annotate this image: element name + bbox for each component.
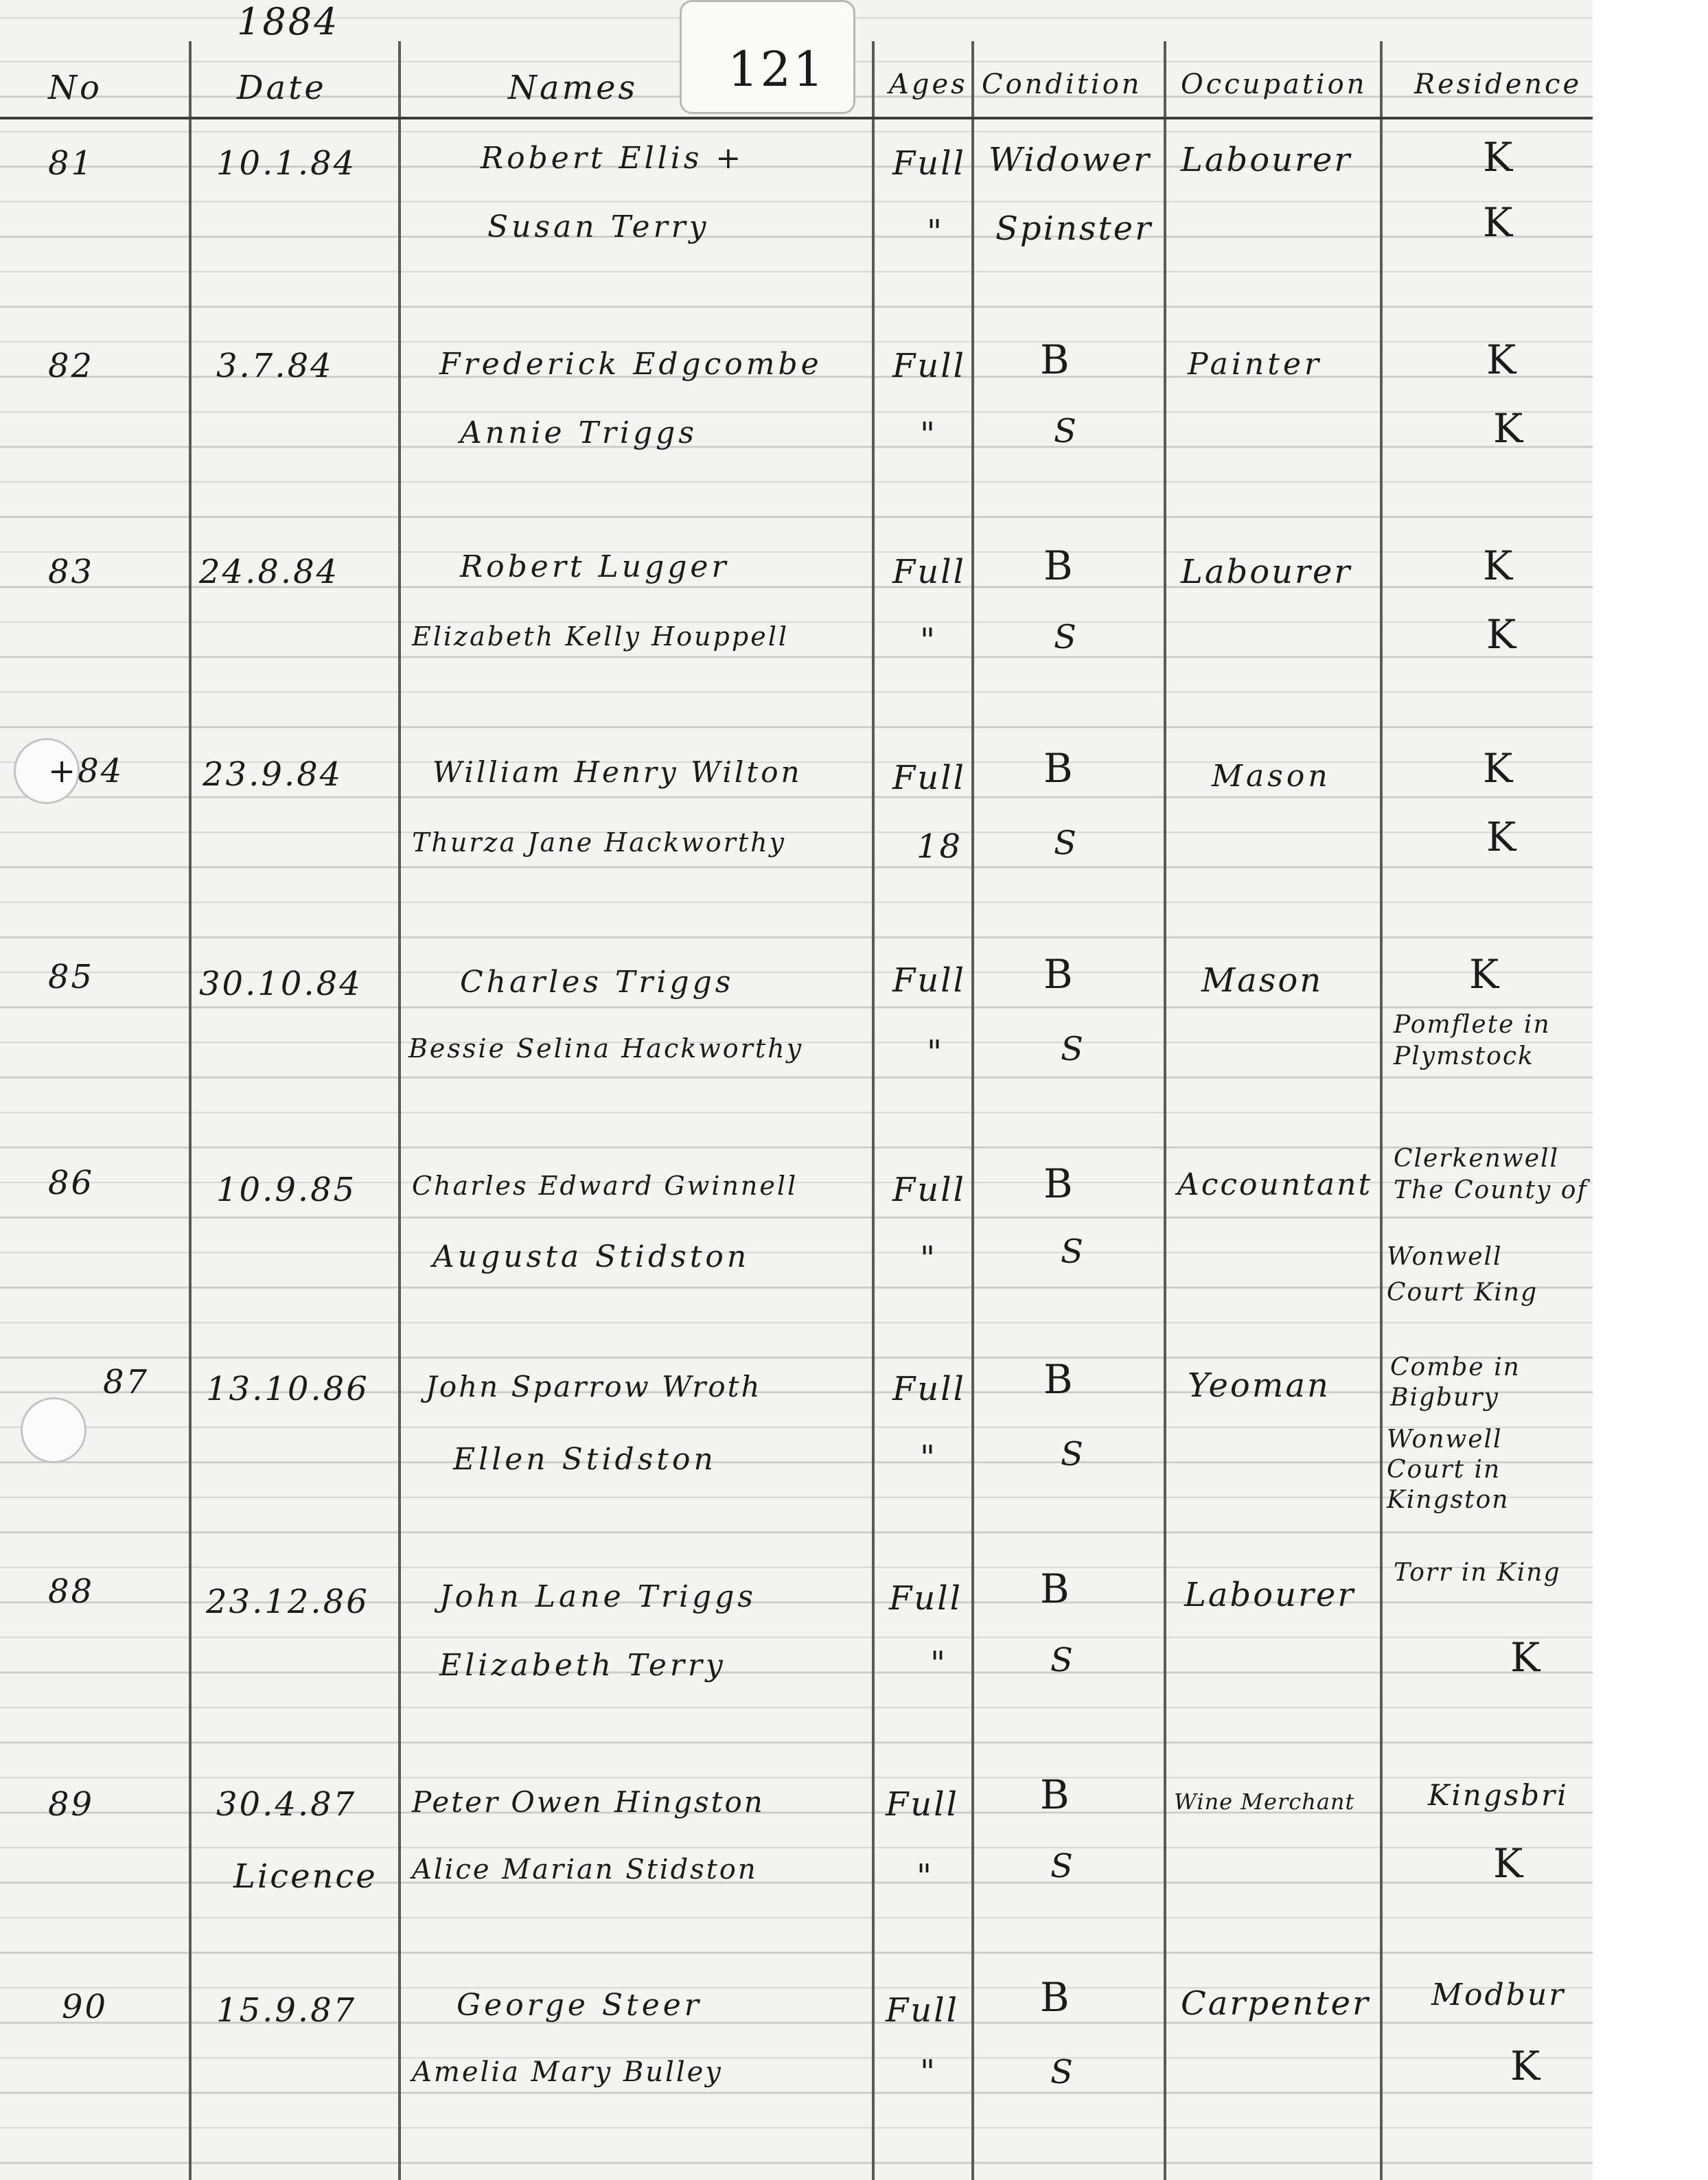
entry-date: 23.12.86 [206,1583,369,1621]
bride-name: Ellen Stidston [453,1442,717,1477]
bride-condition: S [1050,2053,1075,2091]
header-no: No [48,69,102,107]
groom-name: John Sparrow Wroth [426,1370,762,1403]
groom-name: Robert Lugger [460,549,730,584]
header-names: Names [508,69,638,107]
groom-occupation: Yeoman [1188,1366,1330,1405]
groom-age: Full [892,553,966,591]
groom-age: Full [892,1370,966,1408]
bride-name: Augusta Stidston [432,1239,750,1274]
groom-occupation: Painter [1188,347,1323,382]
groom-name: Charles Edward Gwinnell [412,1171,798,1201]
bride-age: " [920,621,938,660]
groom-occupation: Mason [1212,759,1331,794]
bride-residence: K [1510,1634,1543,1681]
punch-hole [21,1397,86,1463]
groom-residence: Modbur [1431,1977,1566,2012]
groom-occupation: Labourer [1181,141,1352,179]
entry-note: Licence [233,1857,378,1896]
groom-residence: K [1483,542,1515,589]
entry-date: 30.4.87 [216,1785,357,1824]
bride-residence: K [1493,1840,1525,1887]
groom-occupation: Accountant [1177,1167,1373,1202]
bride-residence: K [1493,405,1525,452]
groom-condition: B [1043,1356,1075,1403]
groom-residence: Kingsbri [1428,1778,1569,1812]
bride-residence: K [1483,199,1515,246]
entry-number: 89 [48,1785,95,1824]
groom-occupation: Carpenter [1181,1984,1370,2023]
entry-date: 13.10.86 [206,1370,369,1408]
entry-date: 24.8.84 [199,553,340,591]
groom-occupation: Labourer [1181,553,1352,591]
groom-occupation: Wine Merchant [1174,1789,1355,1815]
column-rule [1380,41,1383,2180]
bride-age: " [927,213,945,251]
groom-age: Full [892,144,966,183]
column-rule [189,41,192,2180]
groom-age: Full [892,759,966,797]
bride-residence: Wonwell Court in Kingston [1387,1425,1510,1514]
bride-name: Annie Triggs [460,415,697,450]
header-condition: Condition [982,69,1142,100]
bride-condition: S [1050,1641,1075,1679]
bride-age: " [920,415,938,454]
bride-residence: Wonwell Court King [1387,1243,1538,1307]
bride-name: Alice Marian Stidston [412,1854,758,1885]
groom-condition: B [1040,1565,1072,1612]
bride-age: " [930,1644,948,1683]
groom-occupation: Labourer [1184,1576,1356,1614]
bride-name: Elizabeth Terry [439,1648,726,1683]
entry-date: 23.9.84 [203,755,343,794]
groom-age: Full [886,1785,959,1824]
bride-age: " [920,1239,938,1278]
groom-condition: B [1043,1160,1075,1207]
bride-name: Susan Terry [487,209,710,244]
groom-residence: K [1483,745,1515,792]
bride-condition: S [1061,1030,1085,1068]
groom-residence: Combe in Bigbury [1390,1353,1521,1412]
bride-condition: S [1054,412,1078,450]
bride-name: Elizabeth Kelly Houppell [412,621,789,652]
entry-number: 81 [48,144,95,183]
groom-name: John Lane Triggs [439,1579,757,1614]
entry-date: 3.7.84 [216,347,334,385]
groom-residence: K [1469,951,1501,998]
bride-age: " [920,1438,938,1477]
entry-date: 10.1.84 [216,144,357,183]
header-ages: Ages [889,69,968,100]
bride-residence: K [1510,2043,1543,2089]
groom-name: Robert Ellis + [481,141,745,176]
column-rule [872,41,875,2180]
bride-age: " [920,2053,938,2091]
groom-age: Full [892,961,966,1000]
groom-condition: B [1043,951,1075,998]
column-rule [398,41,401,2180]
bride-condition: S [1061,1232,1085,1271]
bride-condition: S [1050,1847,1075,1885]
entry-number: 86 [48,1164,95,1202]
entry-number: 82 [48,347,95,385]
entry-date: 15.9.87 [216,1991,357,2030]
bride-name: Bessie Selina Hackworthy [408,1033,804,1064]
groom-name: Peter Owen Hingston [412,1785,765,1819]
groom-condition: B [1040,336,1072,383]
entry-number: 90 [62,1988,108,2026]
groom-condition: B [1040,1974,1072,2021]
header-date: Date [237,69,327,107]
entry-number: +84 [48,752,124,790]
groom-residence: K [1483,134,1515,181]
groom-age: Full [889,1579,962,1618]
entry-number: 85 [48,958,95,996]
groom-condition: B [1043,745,1075,792]
bride-condition: S [1054,824,1078,862]
entry-date: 30.10.84 [199,965,362,1003]
groom-condition: B [1040,1771,1072,1818]
groom-residence: Torr in King [1394,1559,1561,1587]
groom-name: Charles Triggs [460,965,735,1000]
groom-name: William Henry Wilton [432,755,803,789]
groom-age: Full [892,347,966,385]
groom-name: Frederick Edgcombe [439,347,822,382]
entry-number: 83 [48,553,95,591]
header-rule [0,117,1593,119]
bride-residence: K [1486,814,1519,860]
column-rule [1164,41,1166,2180]
folio-number: 121 [728,41,826,97]
header-residence: Residence [1414,69,1582,100]
bride-residence: Pomflete in Plymstock [1394,1011,1551,1070]
entry-number: 88 [48,1572,95,1611]
bride-age: " [927,1033,945,1072]
bride-residence: K [1486,611,1519,658]
header-occupation: Occupation [1181,69,1367,100]
bride-condition: S [1061,1435,1085,1473]
groom-residence: Clerkenwell The County of [1394,1145,1588,1204]
bride-name: Thurza Jane Hackworthy [412,827,787,858]
groom-residence: K [1486,336,1519,383]
groom-name: George Steer [457,1988,702,2023]
entry-number: 87 [103,1363,150,1401]
bride-condition: Spinster [995,209,1153,248]
bride-condition: S [1054,618,1078,656]
bride-age: 18 [916,827,963,866]
bride-age: " [916,1857,934,1896]
groom-condition: Widower [989,141,1151,179]
column-rule [971,41,974,2180]
year-heading: 1884 [237,0,340,43]
groom-condition: B [1043,542,1075,589]
groom-age: Full [886,1991,959,2030]
groom-age: Full [892,1171,966,1209]
bride-name: Amelia Mary Bulley [412,2056,723,2088]
groom-occupation: Mason [1201,961,1324,1000]
entry-date: 10.9.85 [216,1171,357,1209]
